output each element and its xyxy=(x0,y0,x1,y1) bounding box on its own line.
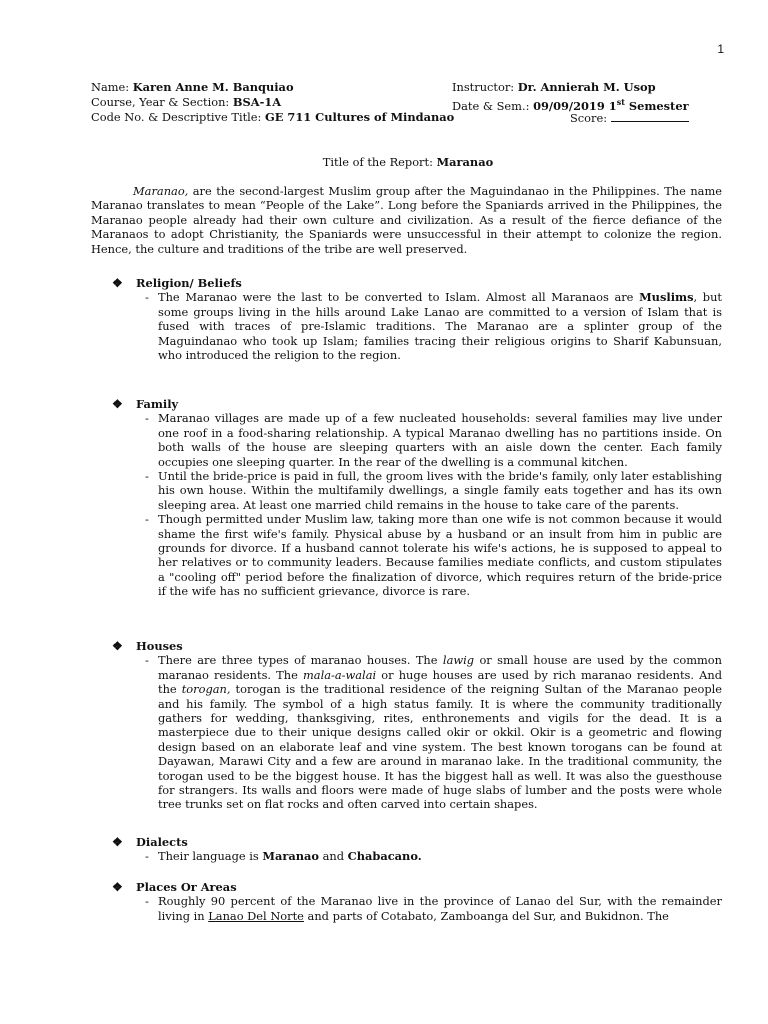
diamond-bullet-icon: ❖ xyxy=(112,276,123,290)
dialects-bold-chabacano: Chabacano. xyxy=(347,849,422,864)
section-title-dialects xyxy=(112,835,722,849)
list-item xyxy=(91,894,722,923)
instructor-line xyxy=(452,80,656,94)
houses-text-2: or small house are used by the common maranao residents. The xyxy=(158,653,722,682)
report-title-label: Title of the Report: xyxy=(322,155,433,169)
houses-italic-mala-a-walai: mala-a-walai xyxy=(303,667,377,682)
religion-item-text-a: The Maranao were the last to be converted to Islam. Almost all Maranaos are xyxy=(158,290,640,305)
diamond-bullet-icon: ❖ xyxy=(112,835,123,849)
dash-bullet-icon: - xyxy=(145,411,149,426)
code-label: Code No. & Descriptive Title: xyxy=(91,110,262,124)
name-value: Karen Anne M. Banquiao xyxy=(132,80,294,94)
list-item xyxy=(91,290,722,362)
instructor-label: Instructor: xyxy=(452,80,515,94)
list-item xyxy=(91,849,722,863)
family-item-2: Until the bride-price is paid in full, the groom lives with the bride's family, only later establishing his own house. Within the multifamily dwellings, a single family eats together and has its own sleeping area. At least one married child remains in the house to take care of the parents. xyxy=(158,469,722,512)
section-family xyxy=(91,397,722,599)
score-line xyxy=(570,110,689,125)
religion-item-bold: Muslims xyxy=(639,290,694,305)
course-line xyxy=(91,95,281,109)
houses-italic-lawig: lawig xyxy=(442,653,475,668)
places-list xyxy=(91,894,722,923)
religion-title: Religion/ Beliefs xyxy=(136,276,242,290)
name-label: Name: xyxy=(91,80,130,94)
section-houses xyxy=(91,639,722,812)
section-title-houses xyxy=(112,639,722,653)
name-line xyxy=(91,80,294,94)
houses-list xyxy=(91,653,722,811)
sem-superscript: st xyxy=(616,97,625,107)
diamond-bullet-icon: ❖ xyxy=(112,639,123,653)
sem-label: Semester xyxy=(628,98,689,113)
dialects-bold-maranao: Maranao xyxy=(262,849,319,864)
houses-italic-torogan: torogan, xyxy=(181,682,231,697)
intro-text: are the second-largest Muslim group after the Maguindanao in the Philippines. The name Maranao translates to mean “People of the Lake”. Long before the Spaniards arrived in the Philippines, the Maranao people already had their own culture and civilization. As a result of the fierce defiance of the Maranaos to adopt Christianity, the Spaniards were unsuccessful in their attempt to colonize the region. Hence, the culture and traditions of the tribe are well preserved. xyxy=(91,184,722,256)
section-dialects xyxy=(91,835,722,864)
family-list xyxy=(91,411,722,598)
dash-bullet-icon: - xyxy=(145,512,149,527)
section-religion xyxy=(91,276,722,362)
report-title xyxy=(0,155,768,169)
dash-bullet-icon: - xyxy=(145,469,149,484)
code-value: GE 711 Cultures of Mindanao xyxy=(265,110,455,124)
code-line xyxy=(91,110,454,124)
diamond-bullet-icon: ❖ xyxy=(112,397,123,411)
intro-paragraph xyxy=(91,184,722,256)
family-title: Family xyxy=(136,397,179,411)
places-title: Places Or Areas xyxy=(136,880,237,894)
list-item xyxy=(91,411,722,469)
religion-list xyxy=(91,290,722,362)
places-text-1: Roughly 90 percent of the Maranao live in the province of Lanao del Sur, with the remainder living in xyxy=(158,894,722,923)
course-value: BSA-1A xyxy=(232,95,282,109)
sem-number: 1 xyxy=(608,98,617,113)
section-title-places xyxy=(112,880,722,894)
section-places xyxy=(91,880,722,923)
dash-bullet-icon: - xyxy=(145,849,149,864)
family-item-1: Maranao villages are made up of a few nucleated households: several families may live under one roof in a food-sharing relationship. A typical Maranao dwelling has no partitions inside. On both walls of the house are sleeping quarters with an aisle down the center. Each family occupies one sleeping quarter. In the rear of the dwelling is a communal kitchen. xyxy=(158,411,722,469)
list-item xyxy=(91,653,722,811)
dash-bullet-icon: - xyxy=(145,894,149,909)
diamond-bullet-icon: ❖ xyxy=(112,880,123,894)
report-title-value: Maranao xyxy=(436,155,494,169)
places-underlined-lanao-del-norte: Lanao Del Norte xyxy=(208,908,304,923)
score-label: Score: xyxy=(570,111,608,125)
dialects-title: Dialects xyxy=(136,835,188,849)
dash-bullet-icon: - xyxy=(145,290,149,305)
family-item-3: Though permitted under Muslim law, taking more than one wife is not common because it would shame the first wife's family. Physical abuse by a husband or an insult from him in public are grounds for divorce. If a husband cannot tolerate his wife's actions, he is supposed to appeal to her relatives or to community leaders. Because families mediate conflicts, and custom stipulates a "cooling off" period before the finalization of divorce, which requires return of the bride-price if the wife has no sufficient grievance, divorce is rare. xyxy=(158,512,722,599)
houses-text-4: torogan is the traditional residence of the reigning Sultan of the Maranao people and his family. The symbol of a high status family. It is where the community traditionally gathers for wedding, thanksgiving, rites, enthronements and vigils for the dead. It is a masterpiece due to their unique designs called okir or okkil. Okir is a geometric and flowing design based on an elaborate leaf and vine system. The best known torogans can be found at Dayawan, Marawi City and a few are around in maranao lake. In the traditional community, the torogan used to be the biggest house. It has the biggest hall as well. It was also the guesthouse for strangers. Its walls and floors were made of huge slabs of lumber and the posts were whole tree trunks set on flat rocks and often carved into certain shapes. xyxy=(158,682,722,812)
dialects-list xyxy=(91,849,722,863)
intro-lead: Maranao, xyxy=(133,184,189,198)
list-item xyxy=(91,469,722,512)
houses-title: Houses xyxy=(136,639,183,653)
course-label: Course, Year & Section: xyxy=(91,95,230,109)
religion-item-text-b: , but some groups living in the hills around Lake Lanao are committed to a version of Islam that is fused with traces of pre-Islamic traditions. The Maranao are a splinter group of the Maguindanao who took up Islam; families tracing their religious origins to Sharif Kabunsuan, who introduced the religion to the region. xyxy=(158,290,722,363)
list-item xyxy=(91,512,722,598)
date-value: 09/09/2019 xyxy=(533,98,605,113)
date-label: Date & Sem.: xyxy=(452,98,530,113)
page-number: 1 xyxy=(717,42,724,56)
places-text-2: and parts of Cotabato, Zamboanga del Sur, and Bukidnon. The xyxy=(303,908,669,923)
intro-block xyxy=(91,184,722,256)
section-title-family xyxy=(112,397,722,411)
instructor-value: Dr. Annierah M. Usop xyxy=(517,80,656,94)
section-title-religion xyxy=(112,276,722,290)
houses-text-3: or huge houses are used by rich maranao residents. And the xyxy=(158,667,722,697)
houses-text-1: There are three types of maranao houses. The xyxy=(158,653,443,668)
dialects-text-2: and xyxy=(318,849,348,864)
dialects-text-1: Their language is xyxy=(158,849,263,864)
score-blank xyxy=(611,110,689,122)
dash-bullet-icon: - xyxy=(145,653,149,668)
